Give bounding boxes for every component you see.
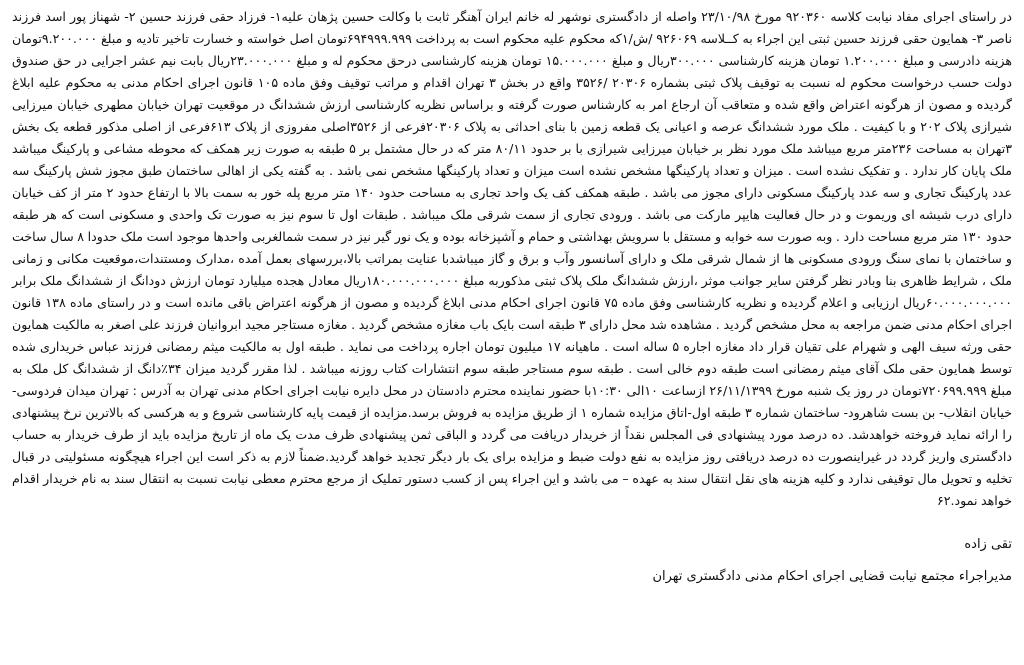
signer-title: مدیراجراء مجتمع نیابت قضایی اجرای احکام مدنی دادگستری تهران xyxy=(652,569,1012,584)
notice-body-text: در راستای اجرای مفاد نیابت کلاسه ۹۲۰۳۶۰ مورخ ۲۳/۱۰/۹۸ واصله از دادگستری نوشهر له خانم ایران آهنگر ثابت با وکالت حسین پژهان علیه۱- فرزاد حقی فرزند حسین ۲- شهناز پور اسد فرزند ناصر ۳- همایون حقی فرزند حسین ثبتی این اجراء به کــلاسه ۹۲۶۰۶۹ /ش/۱که محکوم علیه محکوم است به پرداخت ۶۹۴۹۹۹.۹۹۹تومان اصل خواسته و خسارت تاخیر تادیه و مبلغ ۹.۲۰۰.۰۰۰تومان هزینه دادرسی و مبلغ ۱.۲۰۰.۰۰۰ تومان هزینه کارشناسی ۳۰۰.۰۰۰ریال و مبلغ ۱۵.۰۰۰.۰۰۰ تومان هزینه کارشناسی درحق محکوم له و مبلغ ۲۳.۰۰۰.۰۰۰ریال بابت نیم عشر اجرایی در حق صندوق دولت حسب درخواست محکوم له نسبت به توقیف پلاک ثبتی بشماره ۲۰۳۰۶ /۳۵۲۶ واقع در بخش ۳ تهران اقدام و مراتب توقیف وفق ماده ۱۰۵ قانون اجرای احکام مدنی به محکوم علیه ابلاغ گردیده و مصون از هرگونه اعتراض واقع شده و متعاقب آن ارجاع امر به کارشناس صورت گرفته و براساس نظریه کارشناسی ارزش ششدانگ در موقعیت تهران خیابان مطهری خیابان میرزایی شیرازی پلاک ۲۰۲ و با کیفیت . ملک مورد ششدانگ عرصه و اعیانی یک قطعه زمین با بنای احداثی به پلاک ۲۰۳۰۶فرعی از ۳۵۲۶اصلی مفروزی از پلاک ۶۱۳فرعی از اصلی مذکور قطعه یک بخش ۳تهران به مساحت ۲۳۶متر مربع میباشد ملک مورد نظر بر خیابان میرزایی شیرازی با بر حدود ۸۰/۱۱ متر که در حال مشتمل بر ۵ طبقه به صورت زیر همکف که محوطه مشاعی و پارکینگ میباشد ملک پایان کار ندارد . و تفکیک نشده است . میزان و تعداد پارکینگها مشخص نشده است میزان و تعداد پارکینگها مشخص نمی باشد . به گفته یکی از اهالی ساختمان طبق مجوز شش پارکینگ سه عدد پارکینگ تجاری و سه عدد پارکینگ مسکونی دارای مجوز می باشد . طبقه همکف کف یک واحد تجاری به مساحت حدود ۱۴۰ متر مربع پله خور به سمت بالا با ارتفاع حدود ۲ متر از کف خیابان دارای درب شیشه ای وریموت و در حال فعالیت هایپر مارکت می باشد . ورودی تجاری از سمت شرقی ملک میباشد . طبقات اول تا سوم نیز به صورت تک واحدی و مسکونی است که هر طبقه حدود ۱۳۰ متر مربع مساحت دارد . وبه صورت سه خوابه و مستقل با سرویش بهداشتی و حمام و آشپزخانه بوده و یک نور گیر نیز در سمت شمالغربی واحدها موجود است ملک حدودا ۸ سال ساخت و ساختمان با نمای سنگ ورودی مسکونی ها از شمال شرقی ملک و دارای آسانسور وآب و برق و گاز میباشدبا عنایت بمراتب بالا،بررسهای بعمل آمده ،مدارک ومستندات،موقعیت مکانی و زمانی ملک ، شرایط ظاهری بنا وبادر نظر گرفتن سایر جوانب موثر ،ارزش ششدانگ ملک پلاک ثبتی مذکوربه مبلغ ۱۸۰.۰۰۰.۰۰۰.۰۰۰ریال معادل هجده میلیارد تومان ارزش دودانگ از ششدانگ ملک برابر ۶۰.۰۰۰.۰۰۰.۰۰۰ریال ارزیابی و اعلام گردیده و نظریه کارشناسی وفق ماده ۷۵ قانون اجرای احکام مدنی ابلاغ گردیده و مصون از هرگونه اعتراض باقی مانده است و در راستای ماده ۱۳۸ قانون اجرای احکام مدنی ضمن مراجعه به محل مشخص گردید . مشاهده شد محل دارای ۳ طبقه است بایک باب مغازه مشخص گردید . مغازه مستاجر مجید ابروانیان فرزند علی اصغر به مالکیت همایون حقی ورثه سیف الهی و شهرام علی تقیان قرار داد مغازه اجاره ۵ ساله است . ماهیانه ۱۷ میلیون تومان اجاره پرداخت می نماید . طبقه اول به مالکیت میثم رمضانی فرزند عباس خریداری شده توسط همایون حقی ملک آقای میثم رمضانی است طبقه دوم خالی است . طبقه سوم مستاجر طبقه سوم انتشارات کتاب روزنه میباشد . لذا مقرر گردید میزان ۳۴٪دانگ از ششدانگ کل ملک به مبلغ ۷۲۰۶۹۹.۹۹۹تومان در روز یک شنبه مورخ ۲۶/۱۱/۱۳۹۹ ازساعت ۱۰الی ۱۰:۳۰با حضور نماینده محترم دادستان در محل دایره نیابت اجرای احکام مدنی تهران به آدرس : تهران میدان فردوسی- خیابان انقلاب- بن بست شاهرود- ساختمان شماره ۳ طبقه اول-اتاق مزایده شماره ۱ از طریق مزایده به فروش برسد.مزایده از قیمت پایه کارشناسی شروع و به هرکسی که بالاترین نرخ پیشنهادی را ارائه نماید فروخته خواهدشد. ده درصد مورد پیشنهادی فی المجلس نقداً از خریدار دریافت می گردد و الباقی ثمن پیشنهادی ظرف مدت یک ماه از تاریخ مزایده باید از طرف خریدار به حساب دادگستری واریز گردد در غیراینصورت ده درصد دریافتی روز مزایده به نفع دولت ضبط و مزایده برای یک بار دیگر تجدید خواهد گردید.ضمناً لازم به ذکر است این اجراء هیچگونه مسئولیتی در قبال تخلیه و تحویل مال توقیفی ندارد و کلیه هزینه های نقل انتقال سند به عهده – می باشد و این اجراء پس از کسب دستور تملیک از مرجع محترم معطی نیابت نسبت به انتقال سند به نام خریدار اقدام خواهد نمود.۶۲ xyxy=(12,9,1013,508)
signer-name: تقی زاده xyxy=(964,537,1012,552)
